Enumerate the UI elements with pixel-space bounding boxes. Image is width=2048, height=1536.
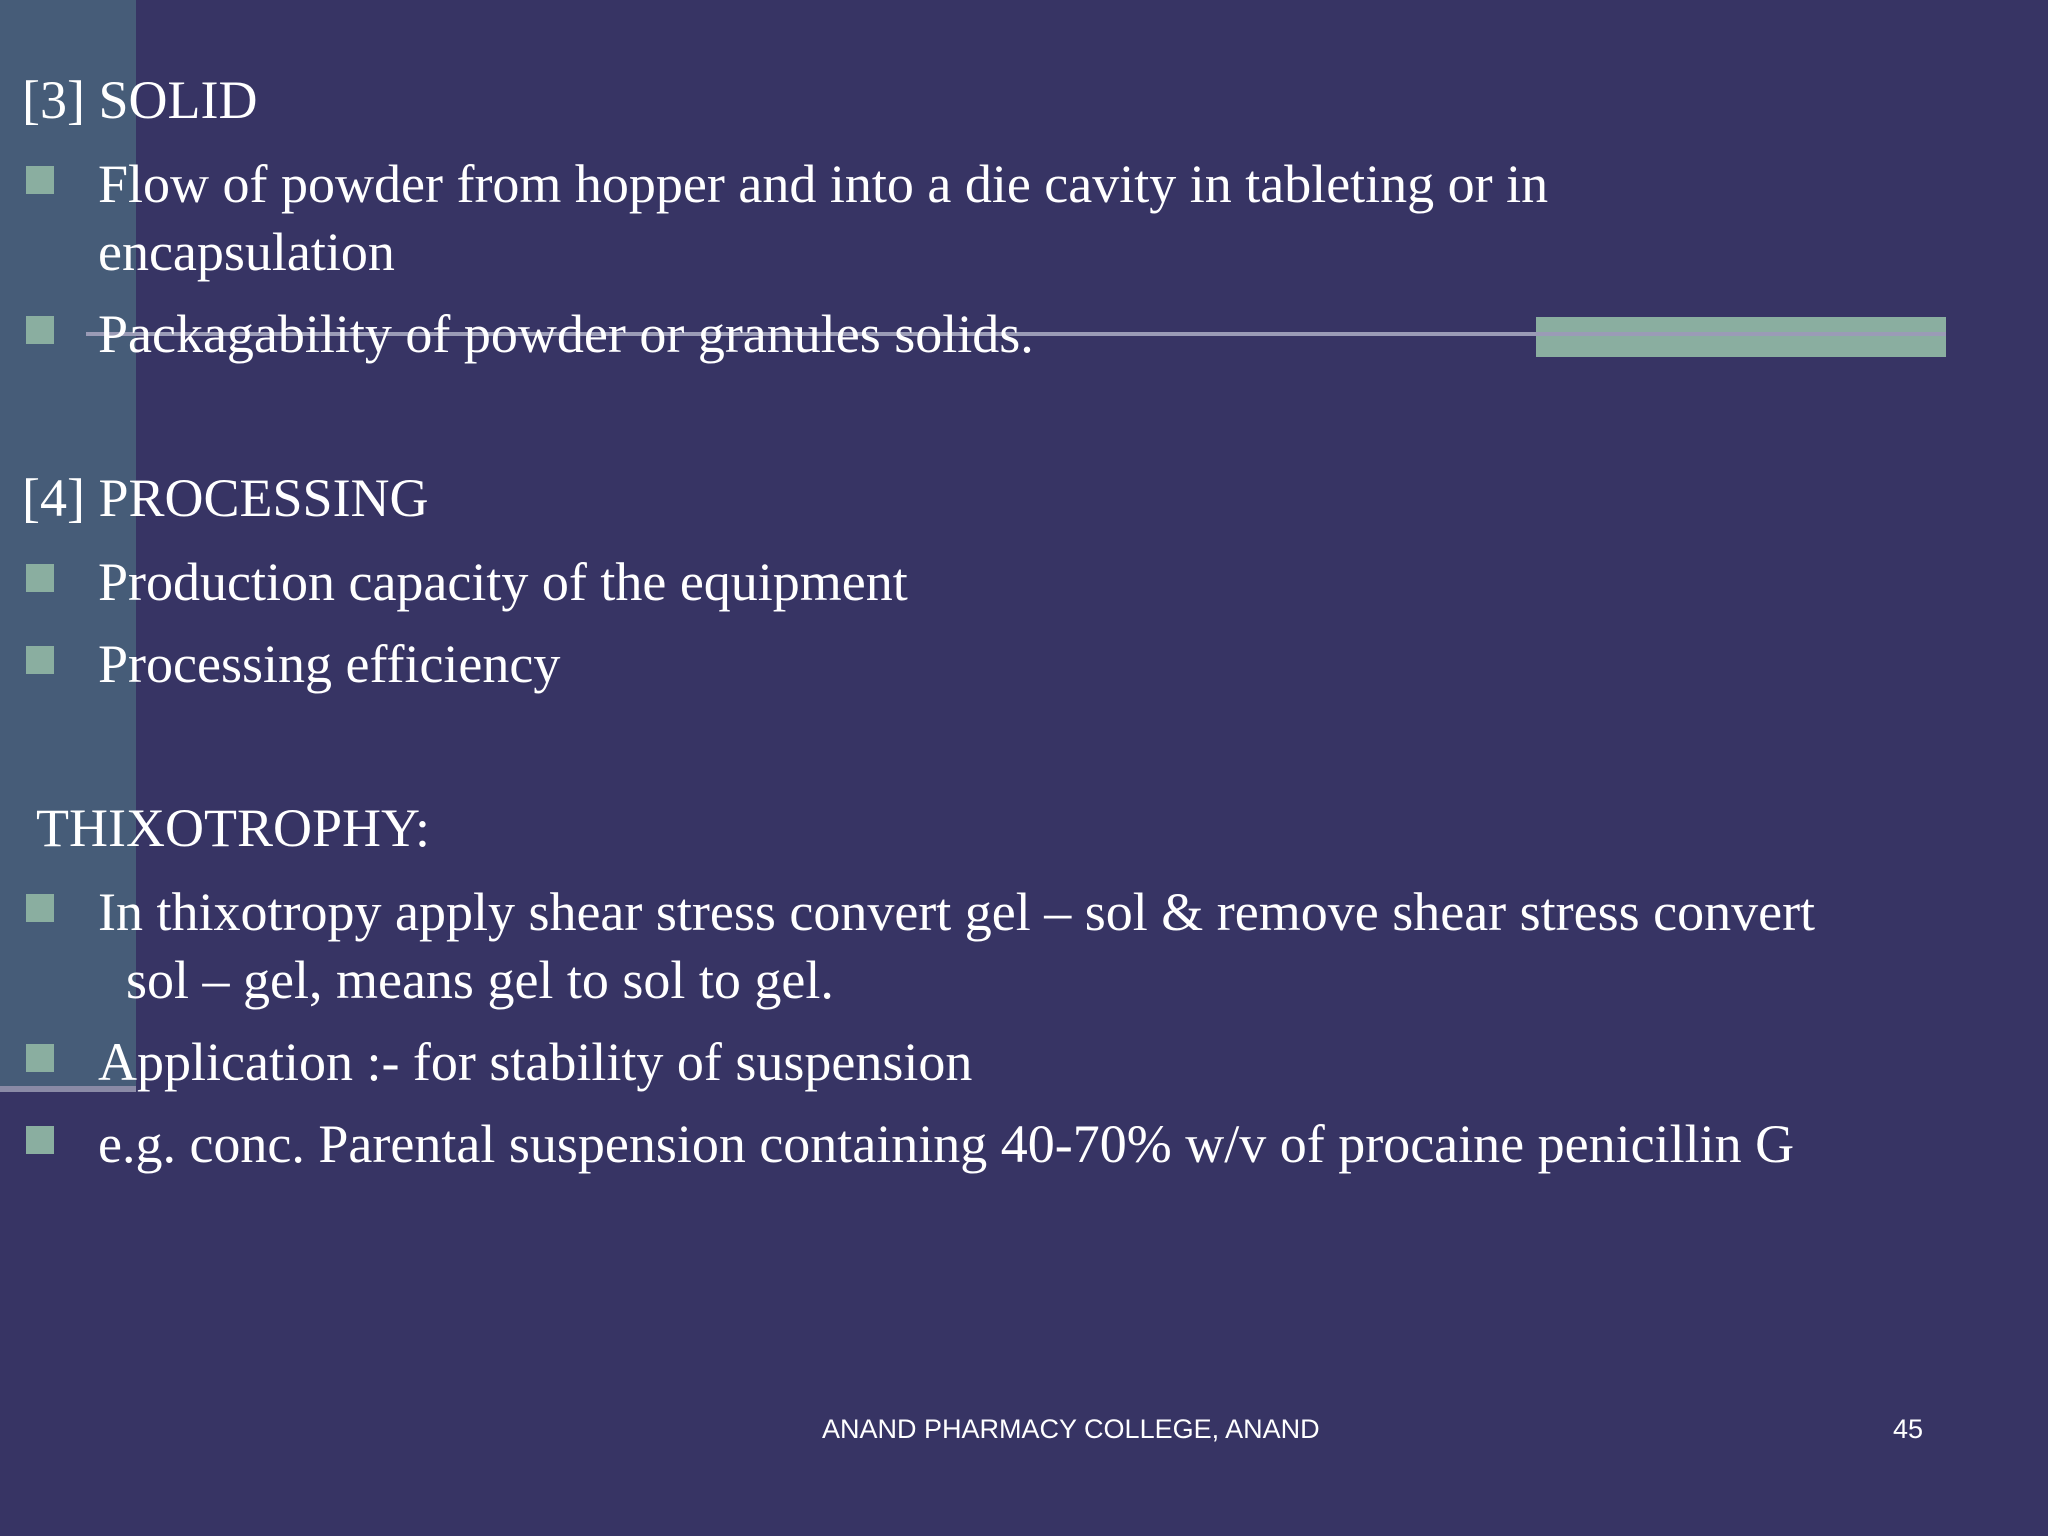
square-bullet-icon <box>26 316 54 344</box>
heading-thixotrophy: THIXOTROPHY: <box>36 798 431 858</box>
bullet-text: Application :- for stability of suspension <box>98 1032 973 1092</box>
bullet-text: In thixotropy apply shear stress convert gel – sol & remove shear stress convert <box>98 882 1816 942</box>
square-bullet-icon <box>26 1126 54 1154</box>
heading-processing: [4] PROCESSING <box>22 468 429 528</box>
heading-solid: [3] SOLID <box>22 70 258 130</box>
bullet-text-continuation: encapsulation <box>98 222 395 282</box>
bullet-text: Flow of powder from hopper and into a die cavity in tableting or in <box>98 154 1549 214</box>
bullet-text: Processing efficiency <box>98 634 561 694</box>
bullet-text: Production capacity of the equipment <box>98 552 908 612</box>
page-number: 45 <box>1893 1414 1924 1444</box>
square-bullet-icon <box>26 166 54 194</box>
square-bullet-icon <box>26 564 54 592</box>
bullet-text: e.g. conc. Parental suspension containing 40-70% w/v of procaine penicillin G <box>98 1114 1795 1174</box>
square-bullet-icon <box>26 1044 54 1072</box>
square-bullet-icon <box>26 894 54 922</box>
bullet-text: Packagability of powder or granules solids. <box>98 304 1034 364</box>
square-bullet-icon <box>26 646 54 674</box>
accent-bar <box>1536 317 1946 357</box>
bullet-text-continuation: sol – gel, means gel to sol to gel. <box>126 950 834 1010</box>
footer-college-name: ANAND PHARMACY COLLEGE, ANAND <box>822 1414 1320 1444</box>
